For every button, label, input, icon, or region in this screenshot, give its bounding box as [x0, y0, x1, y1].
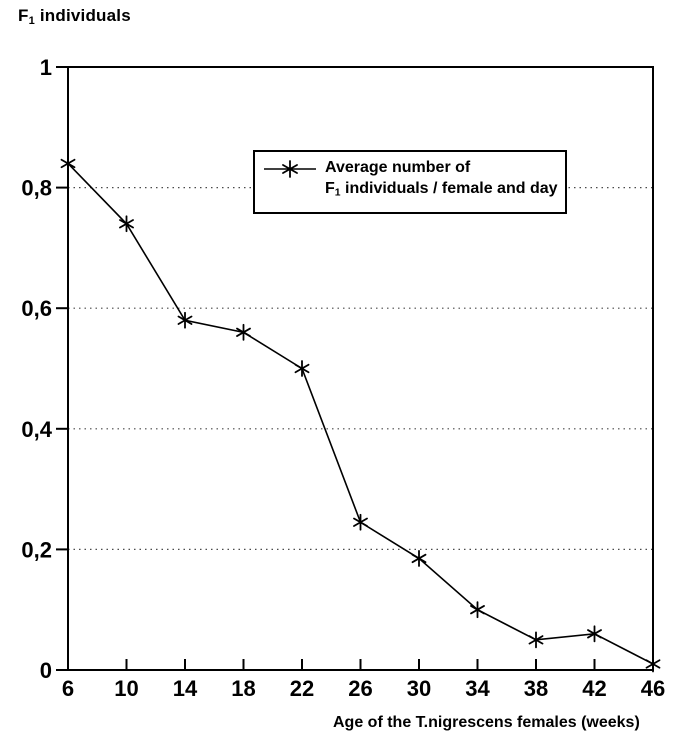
x-tick-label: 22 [289, 676, 315, 701]
x-tick-label: 30 [406, 676, 432, 701]
x-tick-label: 38 [523, 676, 549, 701]
y-axis-title-prefix: F [18, 6, 29, 25]
legend-line-2-prefix: F [325, 180, 335, 197]
y-tick-label: 0 [39, 658, 52, 683]
x-tick-label: 18 [231, 676, 256, 701]
legend-text [325, 157, 558, 204]
x-tick-label: 14 [172, 676, 198, 701]
y-tick-label: 0,6 [21, 296, 52, 322]
y-axis-title-subscript: 1 [28, 14, 35, 27]
x-tick-label: 6 [61, 676, 75, 701]
y-tick-label: 0,2 [21, 537, 52, 563]
data-line [68, 163, 653, 663]
y-tick-label: 1 [39, 55, 52, 80]
legend-line-1: Average number of [325, 159, 471, 176]
legend-line-2 [325, 178, 558, 204]
x-tick-label: 46 [640, 676, 666, 701]
legend-asterisk-marker-icon [263, 158, 317, 180]
y-axis-title-rest: individuals [34, 6, 131, 25]
x-tick-label: 34 [465, 676, 490, 701]
x-tick-label: 42 [582, 676, 607, 701]
legend-line-2-subscript: 1 [334, 187, 341, 199]
legend-line-2-rest: individuals / female and day [340, 180, 558, 197]
x-tick-label: 10 [114, 676, 139, 701]
x-axis-label: Age of the T.nigrescens females (weeks) [333, 714, 640, 731]
y-tick-label: 0,4 [21, 416, 52, 442]
y-tick-label: 0,8 [21, 175, 52, 201]
x-tick-label: 26 [348, 676, 373, 701]
legend-box [253, 150, 567, 214]
